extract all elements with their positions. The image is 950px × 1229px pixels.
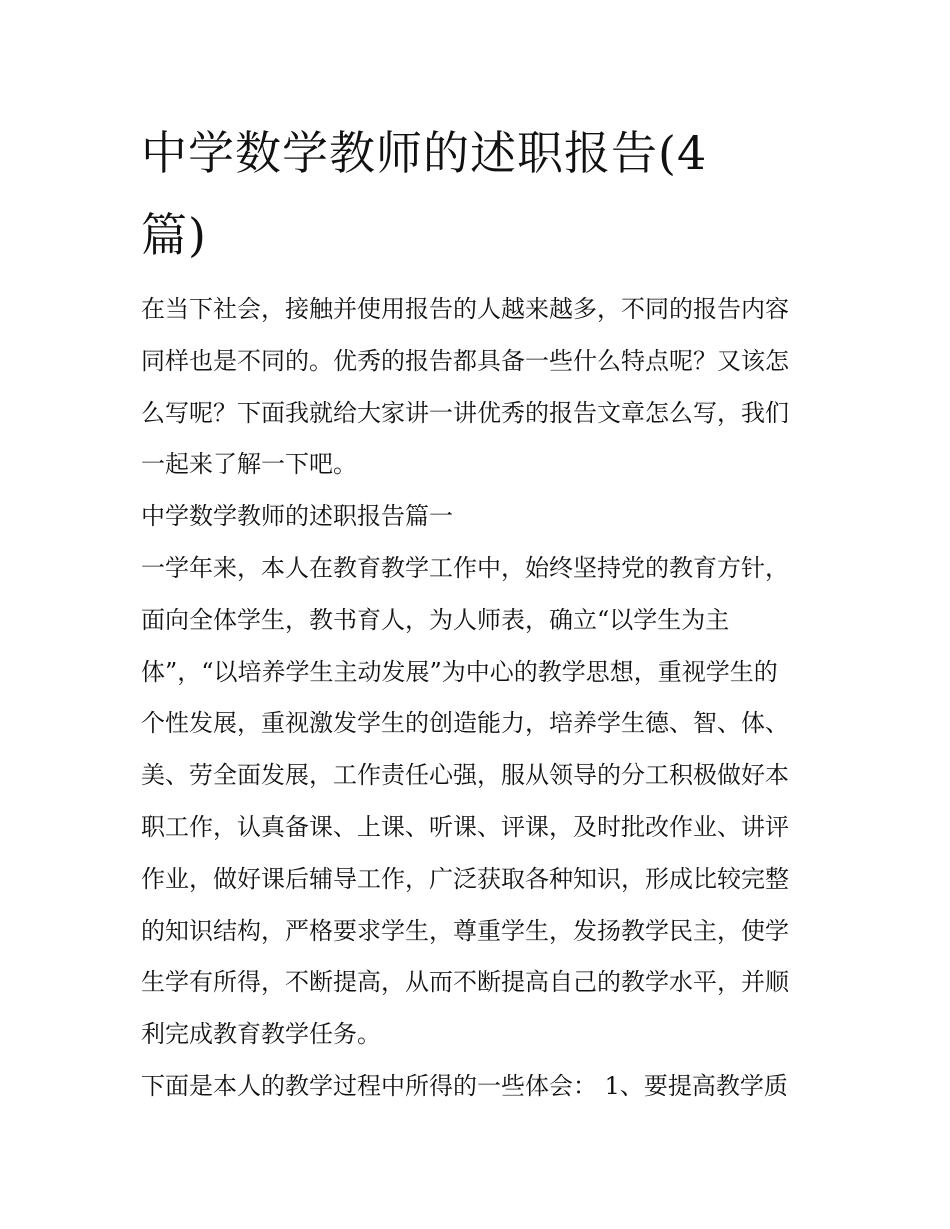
body-line: 同样也是不同的。优秀的报告都具备一些什么特点呢？又该怎 bbox=[141, 346, 789, 375]
body-line: 个性发展，重视激发学生的创造能力，培养学生德、智、体、 bbox=[141, 709, 789, 738]
body-line: 生学有所得，不断提高，从而不断提高自己的教学水平，并顺 bbox=[141, 968, 789, 997]
body-line: 职工作，认真备课、上课、听课、评课，及时批改作业、讲评 bbox=[141, 812, 789, 841]
body-line: 体”，“以培养学生主动发展”为中心的教学思想，重视学生的 bbox=[141, 657, 778, 686]
title-line: 篇) bbox=[141, 208, 207, 262]
body-line: 一起来了解一下吧。 bbox=[141, 450, 357, 479]
body-line: 作业，做好课后辅导工作，广泛获取各种知识，形成比较完整 bbox=[141, 864, 789, 893]
body-line: 下面是本人的教学过程中所得的一些体会： 1、要提高教学质 bbox=[141, 1071, 788, 1100]
body-line: 美、劳全面发展，工作责任心强，服从领导的分工积极做好本 bbox=[141, 761, 789, 790]
document-page bbox=[141, 112, 816, 1113]
title-line: 中学数学教师的述职报告(4 bbox=[141, 126, 708, 180]
body-line: 的知识结构，严格要求学生，尊重学生，发扬教学民主，使学 bbox=[141, 916, 789, 945]
body-line: 在当下社会，接触并使用报告的人越来越多，不同的报告内容 bbox=[141, 295, 789, 323]
body-line: 么写呢？下面我就给大家讲一讲优秀的报告文章怎么写，我们 bbox=[141, 398, 789, 427]
body-line: 利完成教育教学任务。 bbox=[141, 1020, 381, 1049]
document-body bbox=[141, 284, 816, 1113]
body-line: 面向全体学生，教书育人，为人师表，确立“以学生为主 bbox=[141, 605, 730, 634]
document-title bbox=[141, 112, 816, 276]
body-line: 一学年来，本人在教育教学工作中，始终坚持党的教育方针， bbox=[141, 553, 789, 582]
section-heading: 中学数学教师的述职报告篇一 bbox=[141, 502, 453, 531]
